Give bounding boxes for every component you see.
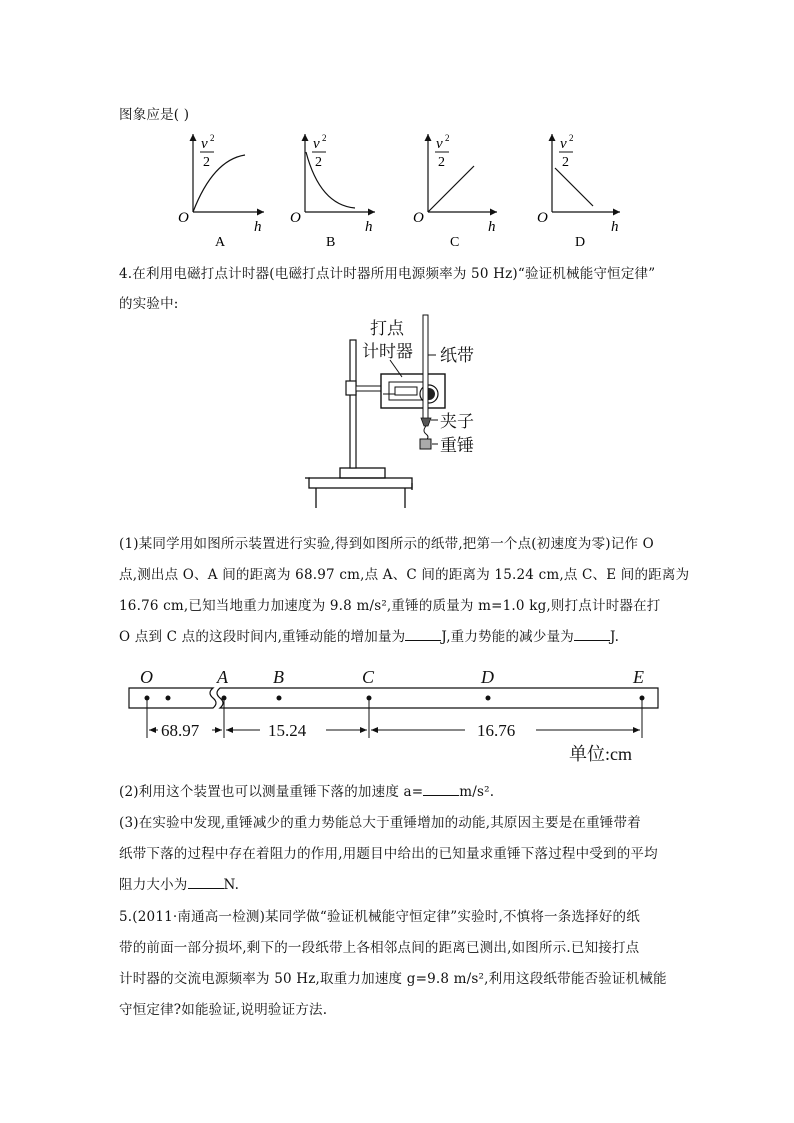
graph-c-xlabel: h <box>488 219 496 235</box>
graph-c-ylabel-num: v <box>436 136 443 152</box>
point-a: A <box>217 667 228 687</box>
q4-p1-line4c: J. <box>610 629 620 645</box>
clip-label: 夹子 <box>440 412 474 431</box>
point-c: C <box>362 667 375 687</box>
q4-p1-line3: 16.76 cm,已知当地重力加速度为 9.8 m/s²,重锤的质量为 m=1.0 kg,则打点计时器在打 <box>119 598 661 614</box>
q5-line2: 带的前面一部分损坏,剩下的一段纸带上各相邻点间的距离已测出,如图所示.已知接打点 <box>119 940 640 956</box>
option-a-label: A <box>215 235 226 250</box>
q4-p3-line3 <box>119 873 239 893</box>
dist-ac: 15.24 <box>268 721 307 740</box>
q4-p1-line4a: O 点到 C 点的这段时间内,重锤动能的增加量为 <box>119 629 406 645</box>
dot-a <box>222 696 227 701</box>
graph-c-ylabel-exp: 2 <box>445 133 450 143</box>
option-c-label: C <box>450 235 460 250</box>
graph-d-ylabel-exp: 2 <box>569 133 574 143</box>
paper-tape <box>423 315 428 423</box>
apparatus-diagram <box>0 310 794 510</box>
dot-c <box>367 696 372 701</box>
q4-p3-line1: (3)在实验中发现,重锤减少的重力势能总大于重锤增加的动能,其原因主要是在重锤带着 <box>119 815 641 831</box>
graph-d-ylabel-den: 2 <box>562 155 569 170</box>
timer-label-2: 计时器 <box>362 342 413 361</box>
stand-rod <box>350 340 356 468</box>
graph-d-xlabel: h <box>611 219 619 235</box>
dot-b <box>277 696 282 701</box>
graph-a-ylabel-exp: 2 <box>210 133 215 143</box>
q5-line1: 5.(2011·南通高一检测)某同学做“验证机械能守恒定律”实验时,不慎将一条选择好的纸 <box>119 909 640 925</box>
answer-blank-ke[interactable] <box>405 628 441 641</box>
tape-right <box>217 688 658 708</box>
weight-label: 重锤 <box>440 436 474 455</box>
graph-options <box>0 0 794 260</box>
graph-d-origin: O <box>537 210 548 226</box>
answer-blank-pe[interactable] <box>574 628 610 641</box>
table <box>305 478 412 508</box>
q4-p2a: (2)利用这个装置也可以测量重锤下落的加速度 a= <box>119 784 424 800</box>
q4-p1-line4 <box>119 625 619 645</box>
tape-unit: 单位:cm <box>569 744 632 764</box>
q5-line4: 守恒定律?如能验证,说明验证方法. <box>119 1002 328 1018</box>
q4-p1-line4b: J,重力势能的减少量为 <box>441 629 574 645</box>
point-b: B <box>273 667 284 687</box>
point-d: D <box>481 667 494 687</box>
q3-tail-text: 图象应是( ) <box>119 107 190 123</box>
dist-ce: 16.76 <box>477 721 516 740</box>
tape-diagram <box>0 662 794 772</box>
graph-b-ylabel-num: v <box>313 136 320 152</box>
q5-line3: 计时器的交流电源频率为 50 Hz,取重力加速度 g=9.8 m/s²,利用这段纸带能否验证机械能 <box>119 971 667 987</box>
q4-p2 <box>119 780 494 800</box>
tape-label: 纸带 <box>440 346 474 365</box>
answer-blank-accel[interactable] <box>423 783 459 796</box>
graph-a-xlabel: h <box>254 219 262 235</box>
point-e: E <box>633 667 644 687</box>
timer-label-1: 打点 <box>370 319 404 338</box>
graph-b-origin: O <box>290 210 301 226</box>
option-d-label: D <box>575 235 586 250</box>
dot-o <box>145 696 150 701</box>
graph-b-ylabel-exp: 2 <box>322 133 327 143</box>
q4-p3-line3b: N. <box>223 877 240 893</box>
clip <box>421 418 431 426</box>
q4-p3-line3a: 阻力大小为 <box>119 877 188 893</box>
dist-oa: 68.97 <box>161 721 200 740</box>
point-o: O <box>140 667 153 687</box>
q4-p2b: m/s². <box>459 784 495 800</box>
graph-a-ylabel-num: v <box>201 136 208 152</box>
q4-p3-line2: 纸带下落的过程中存在着阻力的作用,用题目中给出的已知量求重锤下落过程中受到的平均 <box>119 846 658 862</box>
timer-body <box>381 374 445 408</box>
q4-line1: 4.在利用电磁打点计时器(电磁打点计时器所用电源频率为 50 Hz)“验证机械能守恒定律” <box>119 266 656 282</box>
q4-p1-line2: 点,测出点 O、A 间的距离为 68.97 cm,点 A、C 间的距离为 15.24 cm,点 C、E 间的距离为 <box>119 567 690 583</box>
graph-a-ylabel-den: 2 <box>203 155 210 170</box>
weight <box>420 439 431 449</box>
graph-b-ylabel-den: 2 <box>315 155 322 170</box>
dot-d <box>486 696 491 701</box>
dot-e <box>640 696 645 701</box>
graph-d-ylabel-num: v <box>560 136 567 152</box>
q4-p1-line1: (1)某同学用如图所示装置进行实验,得到如图所示的纸带,把第一个点(初速度为零)记作 O <box>119 536 654 552</box>
graph-a-origin: O <box>178 210 189 226</box>
option-b-label: B <box>326 235 336 250</box>
graph-b-xlabel: h <box>365 219 373 235</box>
stand-base <box>340 468 385 478</box>
tape-left <box>129 688 216 708</box>
graph-c-origin: O <box>413 210 424 226</box>
q4-line2: 的实验中: <box>119 296 179 312</box>
graph-c-ylabel-den: 2 <box>438 155 445 170</box>
answer-blank-drag[interactable] <box>188 876 224 889</box>
